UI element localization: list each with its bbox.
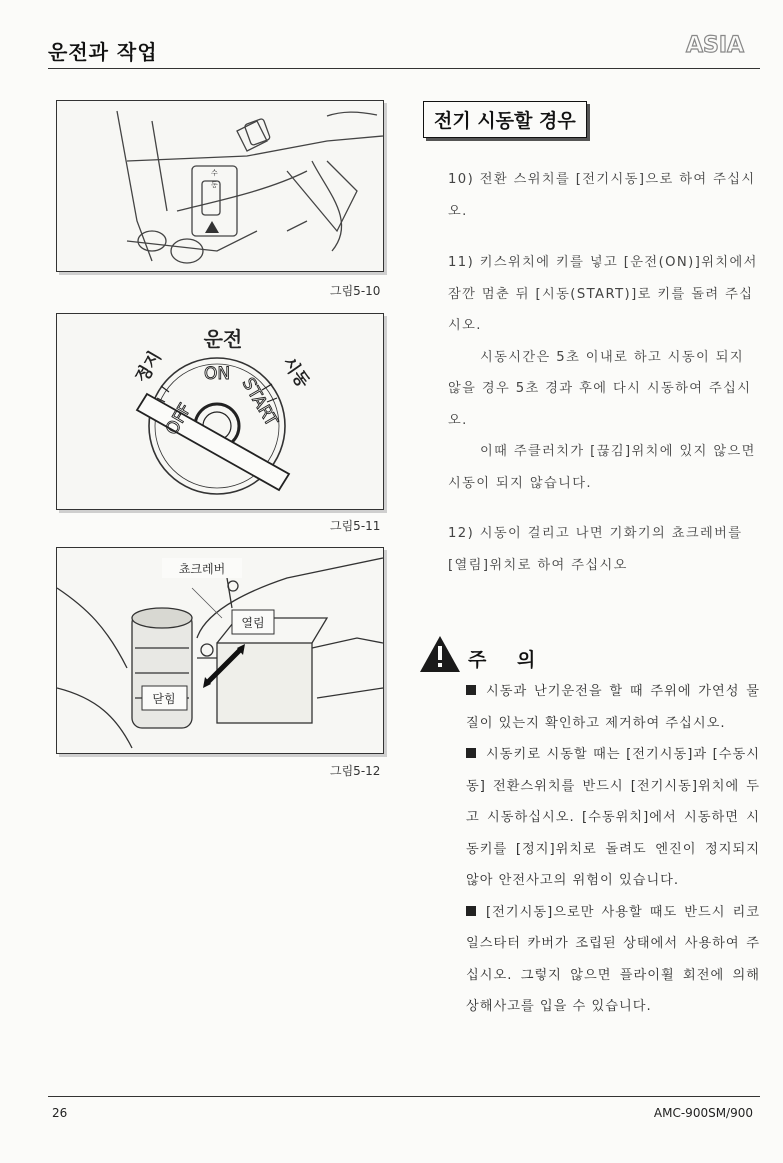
label-start-kr: 시동 (277, 353, 314, 392)
label-closed: 닫힘 (152, 692, 176, 706)
step-11-note-2: 이때 주클러치가 [끊김]위치에 있지 않으면 시동이 되지 않습니다. (448, 444, 756, 491)
caution-item: [전기시동]으로만 사용할 때도 반드시 리코일스타터 카버가 조립된 상태에서 사용하여 주십시오. 그렇지 않으면 플라이휠 회전에 의해 상해사고를 입을 수 있습니다. (466, 904, 760, 1014)
figure-choke-lever (56, 547, 384, 754)
caution-list (466, 676, 760, 1023)
label-stop: 정지 (132, 348, 166, 387)
model-number: AMC-900SM/900 (653, 1106, 753, 1120)
section-title: 전기 시동할 경우 (423, 101, 587, 138)
square-bullet-icon (466, 906, 476, 916)
figure-caption: 그림5-11 (330, 519, 381, 533)
figure-key-switch (56, 313, 384, 510)
label-open: 열림 (241, 616, 265, 630)
label-choke-lever: 쵸크레버 (178, 562, 226, 576)
page-header-title: 운전과 작업 (48, 40, 158, 64)
step-10-text: 10) 전환 스위치를 [전기시동]으로 하여 주십시오. (448, 172, 756, 219)
label-start: START (237, 374, 282, 430)
logo-text: ASIA (685, 33, 745, 58)
figure-switch-handle (56, 100, 384, 272)
step-11-text: 11) 키스위치에 키를 넣고 [운전(ON)]위치에서 잠깐 멈춘 뒤 [시동(START)]로 키를 돌려 주십시오. (448, 255, 758, 333)
step-11-note-1: 시동시간은 5초 이내로 하고 시동이 되지 않을 경우 5초 경과 후에 다시 시동하여 주십시오. (448, 349, 752, 428)
label-off: OFF (162, 399, 196, 439)
switch-handle-illustration (57, 101, 383, 271)
caution-item: 시동과 난기운전을 할 때 주위에 가연성 물질이 있는지 확인하고 제거하여 주십시오. (466, 684, 760, 731)
figure-caption: 그림5-12 (330, 764, 381, 778)
svg-text:수: 수 (211, 169, 218, 177)
header-divider (48, 68, 760, 69)
caution-title: 주 의 (468, 649, 548, 671)
asia-logo (680, 28, 750, 58)
square-bullet-icon (466, 685, 476, 695)
footer-divider (48, 1096, 760, 1097)
label-on: ON (204, 364, 231, 384)
key-switch-illustration (57, 314, 383, 509)
page-number: 26 (52, 1106, 68, 1120)
step-12-text: 12) 시동이 걸리고 나면 기화기의 쵸크레버를 [열림]위치로 하여 주십시오 (448, 526, 743, 573)
svg-text:동: 동 (211, 181, 218, 189)
step-11-block (448, 247, 760, 499)
label-run: 운전 (203, 327, 243, 351)
arrow-down-icon (205, 221, 219, 233)
figure-caption: 그림5-10 (330, 284, 381, 298)
square-bullet-icon (466, 748, 476, 758)
caution-item: 시동키로 시동할 때는 [전기시동]과 [수동시동] 전환스위치를 반드시 [전기시동]위치에 두고 시동하십시오. [수동위치]에서 시동하면 시동키를 [정지]위치로 돌려도 엔진이 정지되지 않아 안전사고의 위험이 있습니다. (466, 747, 760, 888)
choke-lever-illustration (57, 548, 383, 753)
